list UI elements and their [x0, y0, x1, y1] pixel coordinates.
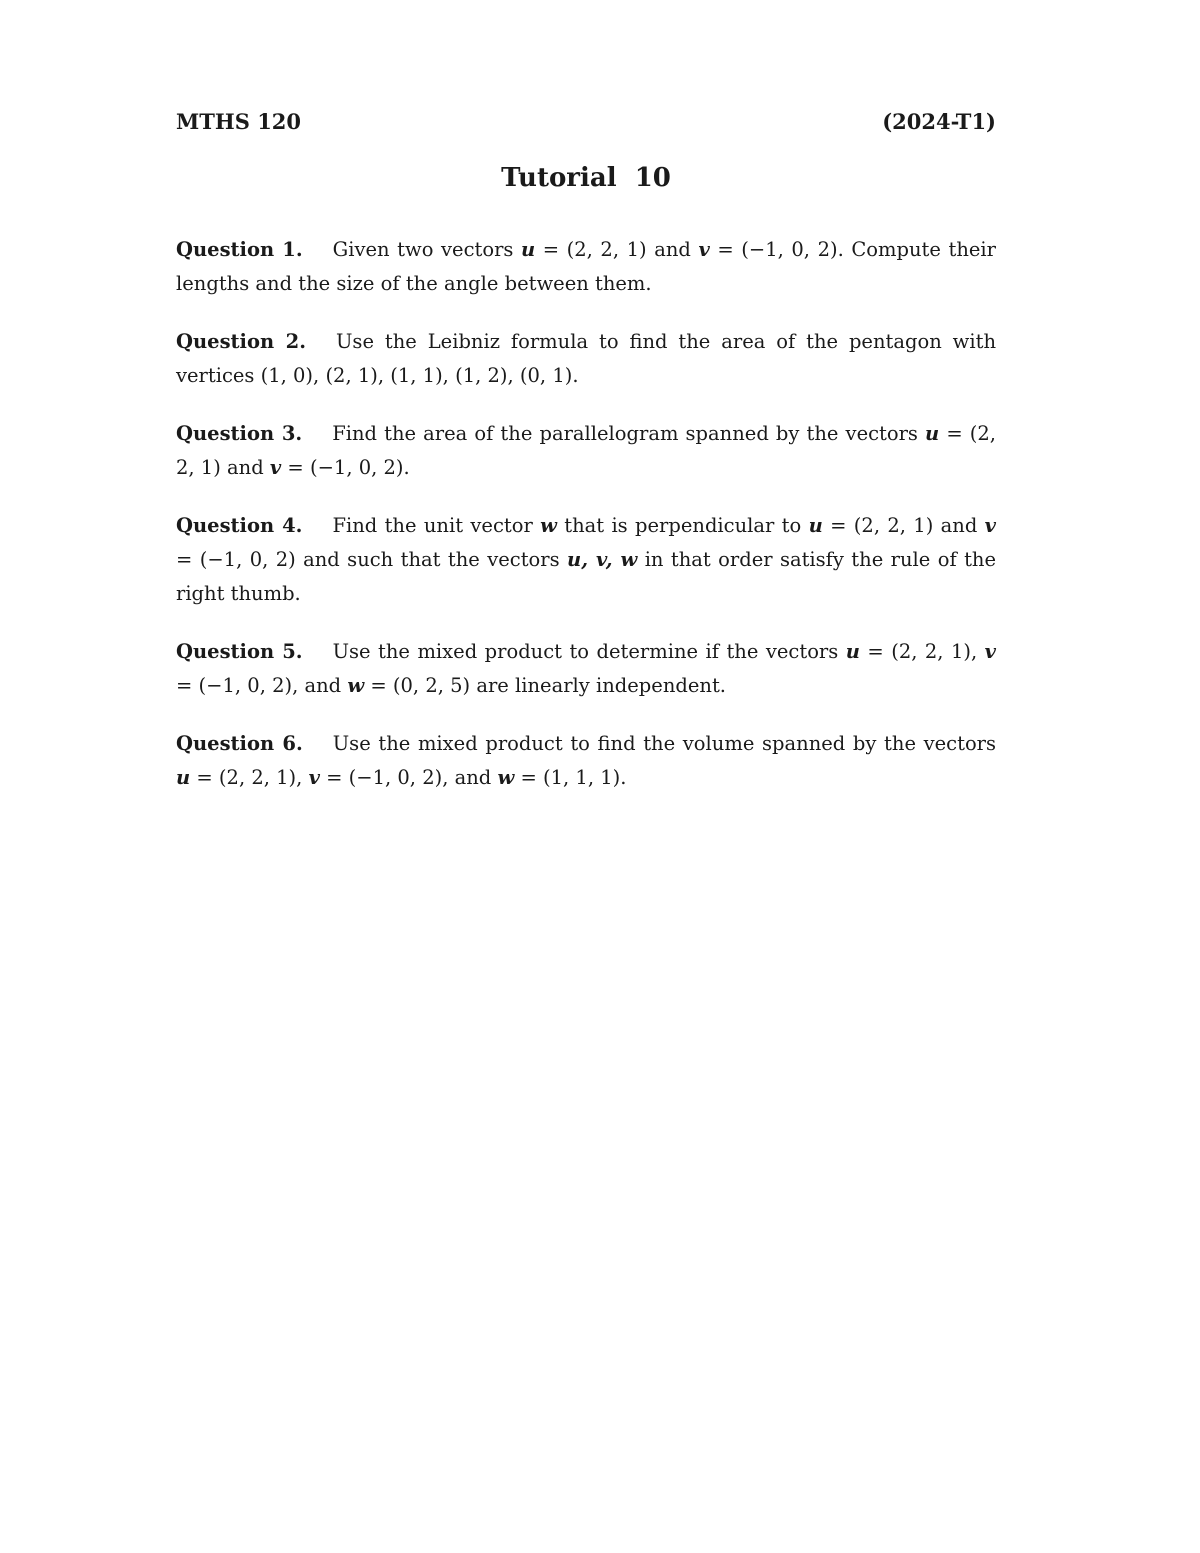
document-header [176, 108, 996, 136]
question-list [176, 233, 996, 795]
question-5 [176, 635, 996, 703]
question-text: Use the mixed product to find the volume spanned by the vectors [332, 732, 997, 755]
question-label: Question 1. [176, 238, 303, 261]
question-2 [176, 325, 996, 393]
vector-symbol: u [925, 422, 940, 445]
question-6 [176, 727, 996, 795]
question-1 [176, 233, 996, 301]
page-title: Tutorial 10 [501, 163, 671, 193]
question-label: Question 4. [176, 514, 303, 537]
question-text: = (2, 2, 1), [859, 640, 985, 663]
question-text: = (2, 2, 1) and [535, 238, 699, 261]
vector-symbol: w [497, 766, 515, 789]
vector-symbol: v [984, 514, 996, 537]
vector-symbol: v [269, 456, 282, 479]
vector-symbol: v [698, 238, 710, 261]
question-label: Question 3. [176, 422, 303, 445]
vector-symbol: w [347, 674, 365, 697]
question-text: Use the Leibniz formula to find the area of the pentagon with vertices (1, 0), (2, 1), (1, 1), (1, 2), (0, 1). [176, 330, 997, 387]
question-text: = (2, 2, 1) and [176, 422, 996, 479]
question-text: = (2, 2, 1) and [822, 514, 985, 537]
question-text: = (0, 2, 5) are linearly independent. [364, 674, 727, 697]
question-text: = (−1, 0, 2) and such that the vectors [176, 548, 568, 571]
question-text: in that order satisfy the rule of the right thumb. [176, 548, 996, 605]
course-code: MTHS 120 [176, 109, 302, 134]
question-text: = (−1, 0, 2), and [176, 674, 348, 697]
question-text: Find the area of the parallelogram spanned by the vectors [332, 422, 926, 445]
question-text: that is perpendicular to [556, 514, 809, 537]
vector-symbol: v [984, 640, 996, 663]
question-text: Given two vectors [332, 238, 521, 261]
vector-symbol: u [845, 640, 860, 663]
question-text: = (2, 2, 1), [190, 766, 309, 789]
vector-symbol: u [176, 766, 191, 789]
question-label: Question 2. [176, 330, 306, 353]
question-text: Use the mixed product to determine if the vectors [332, 640, 846, 663]
vector-symbol: u, v, w [567, 548, 638, 571]
vector-symbol: v [308, 766, 320, 789]
question-4 [176, 509, 996, 611]
question-text: Find the unit vector [332, 514, 541, 537]
question-text: = (−1, 0, 2). Compute their lengths and the size of the angle between them. [176, 238, 996, 295]
vector-symbol: u [520, 238, 536, 261]
document-page [176, 108, 996, 819]
question-label: Question 6. [176, 732, 303, 755]
question-label: Question 5. [176, 640, 303, 663]
vector-symbol: u [808, 514, 823, 537]
question-text: = (1, 1, 1). [514, 766, 627, 789]
question-3 [176, 417, 996, 485]
vector-symbol: w [540, 514, 557, 537]
term-label: (2024-T1) [882, 109, 996, 134]
question-text: = (−1, 0, 2). [281, 456, 410, 479]
question-text: = (−1, 0, 2), and [319, 766, 498, 789]
